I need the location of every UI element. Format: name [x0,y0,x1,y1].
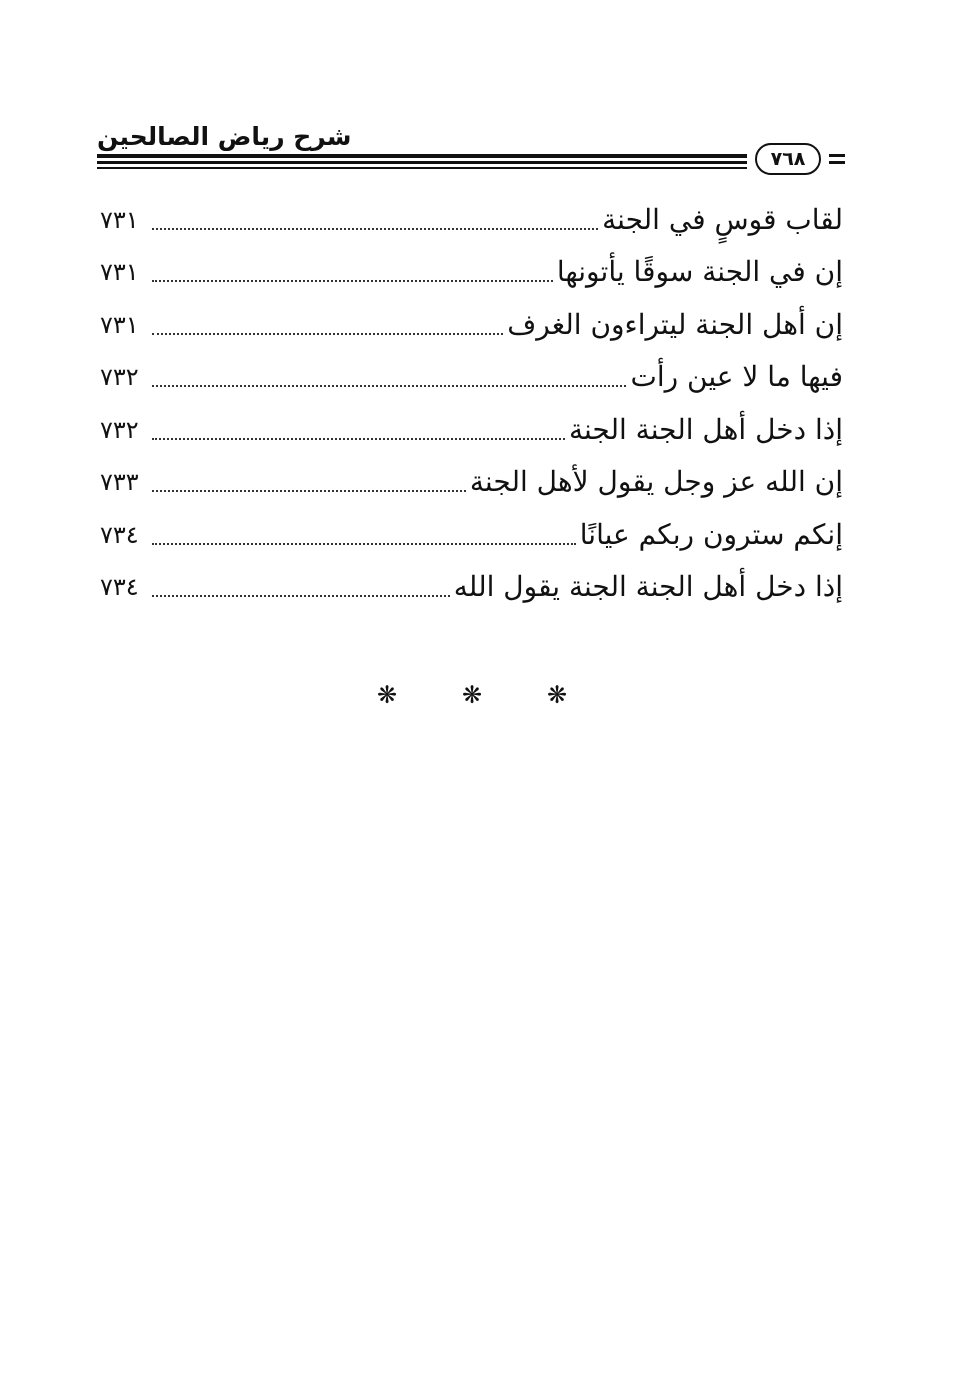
dot-leader [152,438,565,440]
toc-entry-title: إن الله عز وجل يقول لأهل الجنة [469,465,843,498]
toc-entry-title: إذا دخل أهل الجنة الجنة يقول الله [453,570,843,603]
toc-entry-title: إن في الجنة سوقًا يأتونها [556,255,843,288]
toc-entry [100,400,843,453]
toc-entry-title: إن أهل الجنة ليتراءون الغرف [507,307,843,341]
header-rule-thin [97,167,747,169]
header-dash-bottom [829,161,845,164]
dot-leader [152,543,576,545]
toc-entry [100,295,843,348]
toc-entry-page: ٧٣١ [100,310,139,339]
table-of-contents [100,190,843,610]
toc-entry-title: إنكم سترون ربكم عيانًا [579,517,843,551]
toc-entry-page: ٧٣٤ [100,573,139,601]
toc-entry-title: فيها ما لا عين رأت [630,360,843,393]
header-dash-top [829,154,845,157]
asterism-ornament-icon: ❋ [546,681,568,709]
dot-leader [152,333,503,335]
page-header [97,120,845,180]
dot-leader [152,595,450,597]
toc-entry [100,453,843,506]
asterism-ornament-icon: ❋ [461,681,483,709]
toc-entry-page: ٧٣٢ [100,415,139,444]
toc-entry-page: ٧٣١ [100,205,139,234]
asterism-ornament-icon: ❋ [376,681,398,709]
toc-entry [100,243,843,296]
dot-leader [152,280,553,282]
toc-entry-title: لقاب قوسٍ في الجنة [602,202,843,236]
dot-leader [152,228,598,230]
toc-entry [100,348,843,401]
toc-entry-page: ٧٣٤ [100,520,139,549]
header-rule-middle [97,161,747,164]
toc-entry [100,190,843,243]
header-rule-thick [97,154,747,158]
toc-entry-page: ٧٣٣ [100,468,139,496]
toc-entry-title: إذا دخل أهل الجنة الجنة [568,412,843,446]
toc-entry-page: ٧٣١ [100,258,139,286]
page-number-badge: ٧٦٨ [755,143,821,175]
toc-entry-page: ٧٣٢ [100,363,139,391]
book-title: شرح رياض الصالحين [97,122,352,151]
toc-entry [100,505,843,558]
toc-entry [100,558,843,611]
section-end-ornaments [372,680,572,710]
dot-leader [152,490,466,492]
dot-leader [152,385,626,387]
